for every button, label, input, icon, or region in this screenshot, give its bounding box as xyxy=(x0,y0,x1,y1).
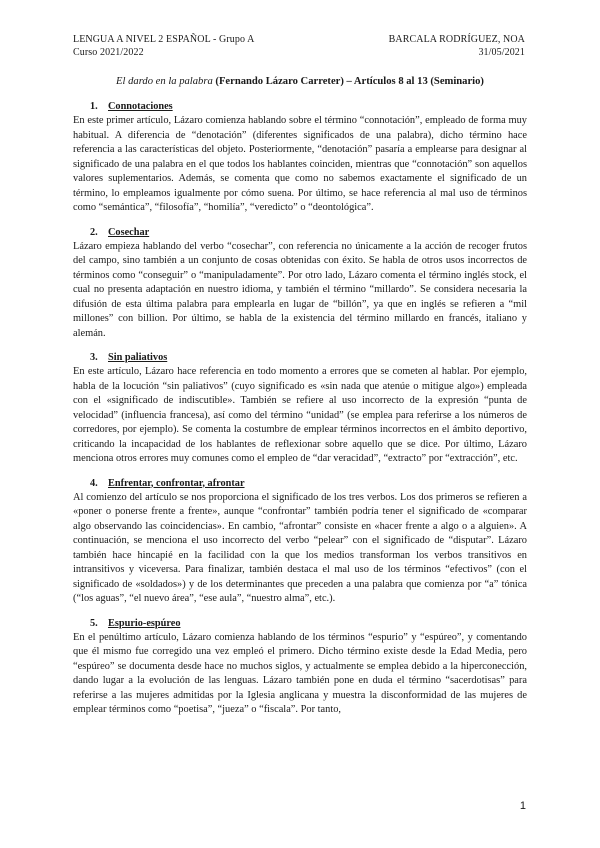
section-heading xyxy=(90,226,527,239)
section-enfrentar xyxy=(73,477,527,607)
section-heading xyxy=(90,617,527,630)
section-number: 3. xyxy=(90,352,98,363)
header-right xyxy=(389,33,525,59)
section-heading xyxy=(90,100,527,113)
page-number: 1 xyxy=(519,800,526,812)
section-paragraph: Lázaro empieza hablando del verbo “cosechar”, con referencia no únicamente a la acción de recoger frutos del campo, sino también a un conjunto de cosas obtenidas con éxito. Se habla de otros usos incorrectos de términos como “conseguir” o “manipuladamente”. Por otro lado, Lázaro comenta el término inglés stock, el cual no presenta adaptación en nuestro idioma, y también el término “millardo”. Se considera necesaria la difusión de esta última palabra para emplearla en lugar de “billón”, ya que en inglés se refieren a “mil millones” con billion. Por último, se habla de la existencia del término millardo en francés, italiano y alemán. xyxy=(73,240,527,339)
section-sin-paliativos xyxy=(73,351,527,467)
section-number: 2. xyxy=(90,226,98,238)
section-number: 5. xyxy=(90,617,98,629)
header-course: LENGUA A NIVEL 2 ESPAÑOL - Grupo A xyxy=(73,34,255,45)
document-body xyxy=(73,100,527,728)
section-paragraph: Al comienzo del artículo se nos proporciona el significado de los tres verbos. Los dos primeros se refieren a «poner o ponerse frente a frente», aunque “confrontar” también podría tener el significado de «comparar algo observando las coincidencias». En cambio, “afrontar” consiste en «hacer frente a algo o a alguien». A continuación, se menciona el uso incorrecto del verbo “pelear” con el significado de “disputar”. Lázaro también hace hincapié en la facilidad con la que los medios transforman los verbos transitivos en intransitivos y viceversa. Para finalizar, también destaca el mal uso de los términos “efectivos” (con el significado de «soldados») y de los determinantes que preceden a una palabra que comienza por “a” tónica (“los aguas”, “el nuevo área”, “ese aula”, “nuestro alma”, etc.). xyxy=(73,491,527,604)
section-title: Cosechar xyxy=(108,226,150,238)
section-title: Connotaciones xyxy=(108,101,173,112)
section-number: 1. xyxy=(90,101,98,112)
section-title: Espurio-espúreo xyxy=(108,617,181,629)
section-espurio xyxy=(73,617,527,718)
header-left xyxy=(73,33,254,59)
header-date: 31/05/2021 xyxy=(478,47,525,58)
section-number: 4. xyxy=(90,477,98,489)
section-paragraph: En este artículo, Lázaro hace referencia en todo momento a errores que se cometen al hablar. Por ejemplo, habla de la locución “sin paliativos” (cuyo significado es «sin nada que atenúe o mitigue algo») empleada con el «significado de indiscutible». También se refiere al uso incorrecto de la expresión “punta de velocidad” (influencia francesa), así como del término “unidad” (se emplea para referirse a los números de corredores, por ejemplo). Se comenta la costumbre de emplear términos incorrectos en el ámbito deportivo, criticando la incapacidad de los hablantes de reflexionar sobre aquello que se dice. Por último, Lázaro menciona otros errores muy comunes como el empleo de “dar veracidad”, “extracto” por “extracción”, etc. xyxy=(73,366,527,464)
section-connotaciones xyxy=(73,100,527,216)
section-heading xyxy=(90,477,527,490)
section-paragraph: En este primer artículo, Lázaro comienza hablando sobre el término “connotación”, empleado de forma muy habitual. A diferencia de “denotación” (diferentes significados de una palabra), dicho término hace referencia a las características del objeto. Posteriormente, “denotación” pasaría a emplearse para designar al significado de una palabra en el que todos los hablantes coinciden, mientras que “connotación” son aquellos valores suplementarios. Además, se comenta que como no sabemos exactamente el significado de un término, lo empleamos igualmente por cómo suena. Por último, se hace referencia al mal uso de términos como “semántica”, “filosofía”, “homilía”, “veredicto” o “deontológica”. xyxy=(73,115,527,213)
header-year: Curso 2021/2022 xyxy=(73,47,144,58)
section-cosechar xyxy=(73,226,527,342)
header-author: BARCALA RODRÍGUEZ, NOA xyxy=(388,34,525,45)
title-book: El dardo en la palabra xyxy=(116,76,213,87)
title-details: (Fernando Lázaro Carreter) – Artículos 8 al 13 (Seminario) xyxy=(215,76,484,87)
section-paragraph: En el penúltimo artículo, Lázaro comienza hablando de los términos “espurio” y “espúreo”, y comentando que él mismo fue corregido una vez empleó el primero. Dicho término existe desde la Edad Media, pero “espúreo” se documenta desde hace no muchos siglos, y actualmente se emplea debido a la hiperconección, dando lugar a la evolución de las lenguas. Lázaro también pone en duda el término “sacerdotisas” para referirse a las mujeres admitidas por la Iglesia anglicana y muestra la disconformidad de las mujeres de emplear términos como “poetisa”, “jueza” o “fiscala”. Por tanto, xyxy=(73,631,527,715)
section-title: Enfrentar, confrontar, afrontar xyxy=(108,477,245,489)
section-title: Sin paliativos xyxy=(108,352,168,363)
document-title xyxy=(73,75,527,88)
section-heading xyxy=(90,351,527,364)
